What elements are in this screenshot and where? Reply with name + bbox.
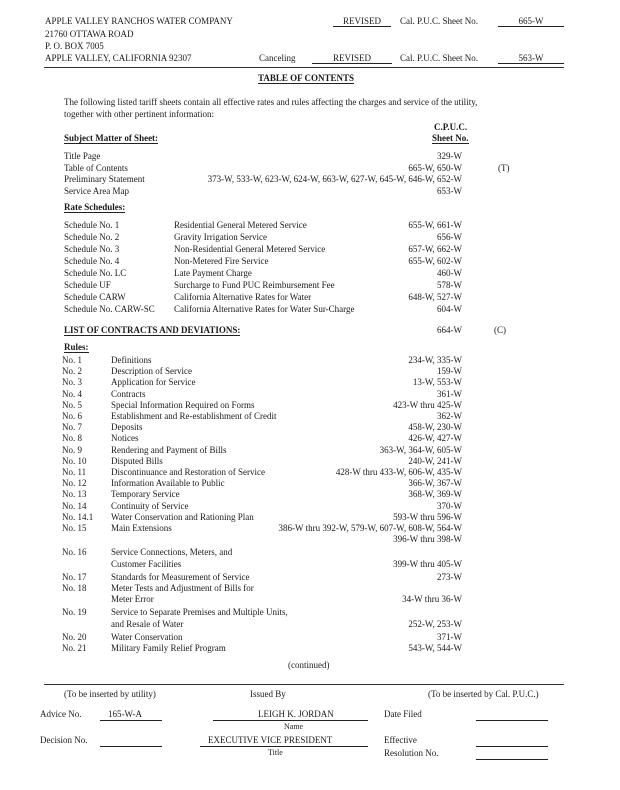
rule-title: Application for Service	[111, 377, 196, 388]
rule-title: Service Connections, Meters, and	[111, 547, 233, 558]
rule-sheet: 399-W thru 405-W	[393, 558, 462, 569]
company-name: APPLE VALLEY RANCHOS WATER COMPANY	[45, 16, 233, 26]
schedules-heading: Rate Schedules:	[64, 202, 126, 212]
rule-title: Temporary Service	[111, 489, 180, 500]
rule-no: No. 2	[62, 366, 82, 377]
rule-title: Discontinuance and Restoration of Service	[111, 467, 265, 477]
resolution-no-line	[476, 759, 548, 760]
schedule-no: Schedule No. 3	[64, 244, 120, 254]
schedule-desc: California Alternative Rates for Water	[174, 292, 312, 302]
insert-by-cpuc: (To be inserted by Cal. P.U.C.)	[428, 689, 539, 699]
subject-item-sheet: 653-W	[437, 186, 462, 197]
canceling-sheet-no: 563-W	[498, 54, 564, 64]
rule-title: Service to Separate Premises and Multiple Units,	[111, 607, 288, 618]
issuer-name-line	[213, 720, 368, 721]
schedule-desc: Surcharge to Fund PUC Reimbursement Fee	[174, 280, 335, 290]
effective-line	[476, 746, 548, 747]
rule-sheet: 368-W, 369-W	[408, 489, 462, 500]
page-title: TABLE OF CONTENTS	[258, 73, 355, 83]
schedule-no: Schedule No. 4	[64, 256, 120, 266]
rule-sheet: 386-W thru 392-W, 579-W, 607-W, 608-W, 564-W	[278, 523, 462, 533]
rule-sheet: 13-W, 553-W	[412, 377, 462, 388]
subject-item-sheet: 665-W, 650-W	[408, 162, 462, 173]
rule-title: Water Conservation and Rationing Plan	[111, 511, 254, 522]
schedule-sheet: 604-W	[437, 304, 462, 314]
rule-no: No. 3	[62, 377, 82, 388]
rule-no: No. 14	[62, 500, 87, 511]
rule-no: No. 4	[62, 388, 82, 399]
schedule-sheet: 460-W	[437, 268, 462, 278]
rule-sheet: 543-W, 544-W	[408, 643, 462, 653]
rule-sheet: 252-W, 253-W	[408, 618, 462, 629]
issuer-name: LEIGH K. JORDAN	[258, 709, 334, 719]
rule-sheet: 458-W, 230-W	[408, 422, 462, 433]
rule-title: Water Conservation	[111, 631, 183, 642]
decision-no-label: Decision No.	[40, 735, 88, 745]
schedule-desc: Residential General Metered Service	[174, 220, 307, 230]
rule-no: No. 19	[62, 607, 87, 618]
effective-label: Effective	[384, 735, 417, 745]
rule-no: No. 8	[62, 433, 82, 444]
sheet-no-column-label: Sheet No.	[432, 133, 469, 143]
schedule-desc: Non-Residential General Metered Service	[174, 244, 326, 254]
rule-title: Rendering and Payment of Bills	[111, 444, 227, 455]
rule-sheet: 396-W thru 398-W	[393, 534, 462, 545]
rule-no: No. 11	[62, 467, 87, 477]
subject-item-mark: (T)	[498, 162, 510, 173]
rule-sheet: 593-W thru 596-W	[393, 511, 462, 522]
rule-no: No. 10	[62, 455, 87, 466]
rule-sheet: 234-W, 335-W	[408, 355, 462, 365]
address-line-3: APPLE VALLEY, CALIFORNIA 92307	[45, 53, 192, 63]
rule-sheet: 273-W	[437, 571, 462, 582]
advice-no-label: Advice No.	[40, 709, 82, 719]
subject-heading: Subject Matter of Sheet:	[64, 133, 159, 143]
rule-title: Meter Error	[111, 594, 154, 605]
contracts-mark: (C)	[494, 325, 506, 335]
advice-no-line	[100, 720, 162, 721]
rule-no: No. 5	[62, 399, 82, 410]
rules-heading: Rules:	[64, 342, 89, 352]
schedule-desc: Gravity Irrigation Service	[174, 232, 267, 242]
schedule-desc: Late Payment Charge	[174, 268, 252, 278]
rule-sheet: 363-W, 364-W, 605-W	[379, 444, 462, 455]
rule-title: Continuity of Service	[111, 500, 189, 511]
rule-title: Contracts	[111, 388, 146, 399]
rule-no: No. 16	[62, 547, 87, 558]
rule-sheet: 426-W, 427-W	[408, 433, 462, 444]
issuer-title: EXECUTIVE VICE PRESIDENT	[208, 735, 333, 745]
canceling-revised: REVISED	[312, 54, 392, 64]
rule-sheet: 361-W	[437, 388, 462, 399]
header-rule	[44, 67, 564, 68]
rule-title: Disputed Bills	[111, 455, 163, 466]
rule-sheet: 428-W thru 433-W, 606-W, 435-W	[335, 467, 462, 477]
rule-title: Military Family Relief Program	[111, 643, 226, 653]
canceling-label: Canceling	[259, 53, 296, 63]
rule-no: No. 21	[62, 643, 87, 653]
schedule-no: Schedule No. 1	[64, 220, 120, 230]
rule-sheet: 366-W, 367-W	[408, 478, 462, 489]
schedule-no: Schedule CARW	[64, 292, 126, 302]
issued-by-label: Issued By	[250, 689, 286, 699]
schedule-sheet: 657-W, 662-W	[408, 244, 462, 254]
rule-no: No. 15	[62, 523, 87, 533]
name-caption: Name	[284, 722, 304, 731]
schedule-no: Schedule No. 2	[64, 232, 120, 242]
address-line-1: 21760 OTTAWA ROAD	[45, 29, 134, 39]
subject-item-name: Preliminary Statement	[64, 174, 145, 185]
date-filed-label: Date Filed	[384, 709, 422, 719]
schedule-sheet: 656-W	[437, 232, 462, 242]
rule-sheet: 423-W thru 425-W	[393, 399, 462, 410]
schedule-sheet: 578-W	[437, 280, 462, 290]
rule-title: Special Information Required on Forms	[111, 399, 255, 410]
title-caption: Title	[268, 748, 283, 757]
contracts-heading: LIST OF CONTRACTS AND DEVIATIONS:	[64, 325, 241, 335]
rule-sheet: 240-W, 241-W	[408, 455, 462, 466]
rule-no: No. 20	[62, 631, 87, 642]
rule-no: No. 18	[62, 583, 87, 593]
insert-by-utility: (To be inserted by utility)	[64, 689, 156, 699]
schedule-sheet: 648-W, 527-W	[408, 292, 462, 302]
revised-label: REVISED	[333, 17, 391, 27]
rule-no: No. 13	[62, 489, 87, 500]
rule-title: and Resale of Water	[111, 618, 184, 629]
continued-note: (continued)	[288, 660, 330, 670]
issuer-title-line	[200, 746, 368, 747]
rule-title: Customer Facilities	[111, 558, 182, 569]
intro-line-2: together with other pertinent information:	[64, 109, 214, 119]
subject-item-name: Table of Contents	[64, 162, 128, 173]
rule-title: Definitions	[111, 355, 152, 365]
rule-sheet: 159-W	[437, 366, 462, 377]
sheet-no: 665-W	[498, 17, 564, 27]
rule-title: Establishment and Re-establishment of Credit	[111, 411, 277, 421]
rule-title: Notices	[111, 433, 139, 444]
rule-no: No. 12	[62, 478, 87, 489]
schedule-desc: Non-Metered Fire Service	[174, 256, 269, 266]
rule-sheet: 362-W	[437, 411, 462, 421]
rule-title: Standards for Measurement of Service	[111, 571, 250, 582]
sheet-no-label: Cal. P.U.C. Sheet No.	[400, 16, 479, 26]
rule-sheet: 370-W	[437, 500, 462, 511]
rule-title: Description of Service	[111, 366, 192, 377]
decision-no-line	[100, 746, 162, 747]
subject-item-sheet: 373-W, 533-W, 623-W, 624-W, 663-W, 627-W, 645-W, 646-W, 652-W	[207, 174, 462, 185]
schedule-sheet: 655-W, 661-W	[408, 220, 462, 230]
rule-no: No. 6	[62, 411, 82, 421]
address-line-2: P. O. BOX 7005	[45, 41, 104, 51]
advice-no-value: 165-W-A	[108, 709, 142, 719]
rule-no: No. 14.1	[62, 511, 94, 522]
schedule-no: Schedule No. LC	[64, 268, 127, 278]
rule-sheet: 34-W thru 36-W	[402, 594, 462, 605]
rule-no: No. 9	[62, 444, 82, 455]
subject-item-name: Service Area Map	[64, 186, 129, 197]
schedule-no: Schedule No. CARW-SC	[64, 304, 155, 314]
rule-no: No. 1	[62, 355, 82, 365]
schedule-no: Schedule UF	[64, 280, 111, 290]
date-filed-line	[476, 720, 548, 721]
schedule-desc: California Alternative Rates for Water Sur-Charge	[174, 304, 355, 314]
contracts-sheet: 664-W	[437, 325, 462, 335]
subject-item-name: Title Page	[64, 151, 101, 161]
schedule-sheet: 655-W, 602-W	[408, 256, 462, 266]
cpuc-column-label: C.P.U.C.	[434, 122, 468, 132]
rule-title: Information Available to Public	[111, 478, 225, 489]
subject-item-sheet: 329-W	[437, 151, 462, 161]
footer-rule	[44, 684, 564, 685]
resolution-no-label: Resolution No.	[384, 748, 439, 758]
rule-title: Main Extensions	[111, 523, 172, 533]
rule-title: Meter Tests and Adjustment of Bills for	[111, 583, 254, 593]
rule-no: No. 7	[62, 422, 82, 433]
intro-line-1: The following listed tariff sheets contain all effective rates and rules affecting the charges and service of the utility,	[64, 97, 478, 107]
rule-no: No. 17	[62, 571, 87, 582]
rule-sheet: 371-W	[437, 631, 462, 642]
canceling-sheet-label: Cal. P.U.C. Sheet No.	[400, 53, 479, 63]
rule-title: Deposits	[111, 422, 143, 433]
